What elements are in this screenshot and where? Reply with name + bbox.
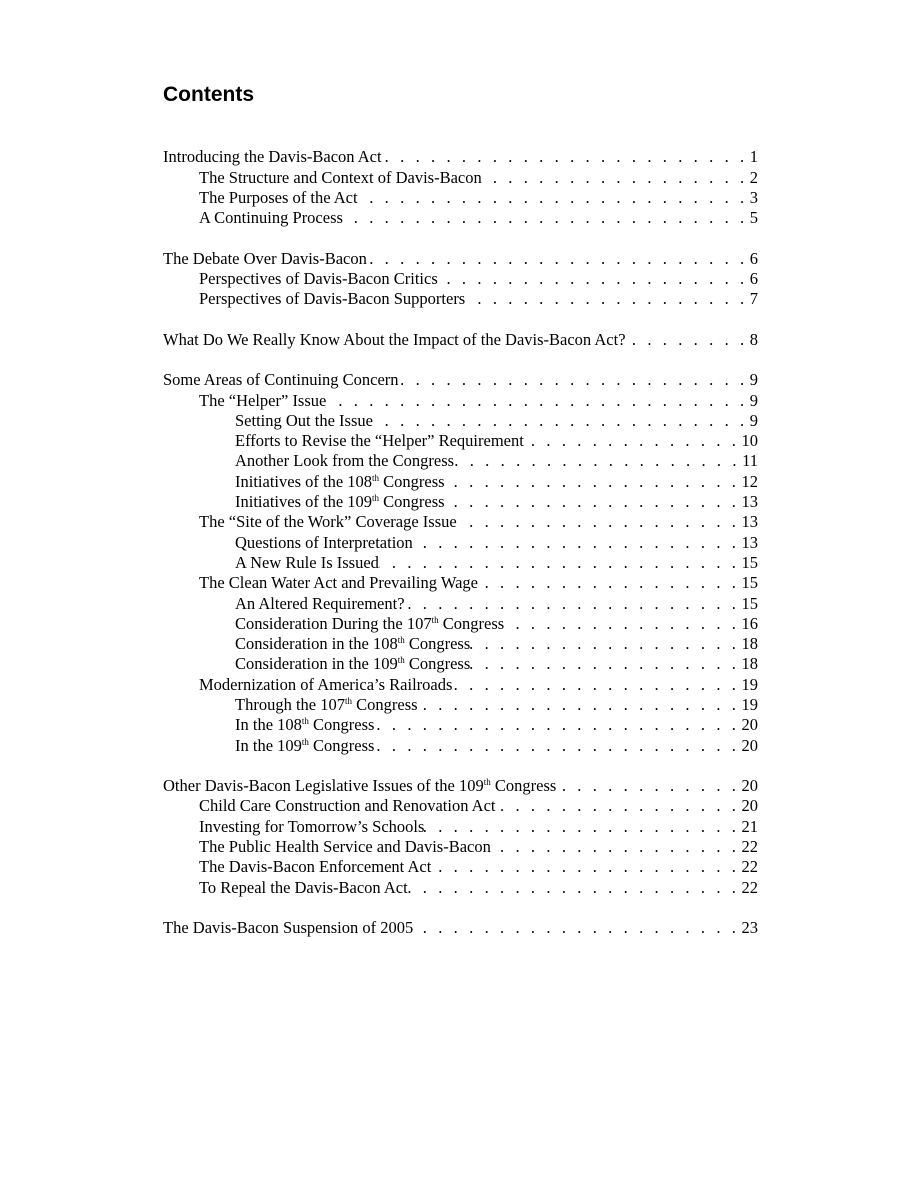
toc-entry-title bbox=[235, 451, 454, 471]
dot-leader bbox=[454, 451, 742, 471]
ordinal-superscript: th bbox=[431, 614, 439, 625]
toc-entry-title bbox=[235, 634, 470, 654]
ordinal-superscript: th bbox=[397, 635, 405, 646]
dot-leader bbox=[405, 594, 742, 614]
toc-page-number: 21 bbox=[741, 816, 758, 836]
toc-entry[interactable] bbox=[163, 390, 758, 410]
toc-entry-text: Consideration in the 108 bbox=[235, 634, 398, 654]
ordinal-superscript: th bbox=[301, 736, 309, 747]
toc-page-number: 9 bbox=[749, 370, 758, 390]
toc-entry-title bbox=[163, 370, 399, 390]
dot-leader bbox=[373, 411, 750, 431]
dot-leader bbox=[379, 553, 742, 573]
toc-entry-text: Initiatives of the 109 bbox=[235, 492, 373, 512]
toc-page-number: 19 bbox=[741, 694, 758, 714]
toc-entry-title bbox=[235, 411, 373, 431]
toc-entry[interactable] bbox=[163, 857, 758, 877]
toc-entry-text: A Continuing Process bbox=[199, 208, 343, 228]
dot-leader bbox=[374, 715, 741, 735]
toc-entry[interactable] bbox=[163, 593, 758, 613]
toc-page-number: 11 bbox=[742, 451, 758, 471]
toc-entry-title bbox=[199, 168, 482, 188]
toc-entry[interactable] bbox=[163, 492, 758, 512]
toc-entry-text: The “Helper” Issue bbox=[199, 390, 327, 410]
toc-page-number: 22 bbox=[741, 877, 758, 897]
toc-entry[interactable] bbox=[163, 269, 758, 289]
toc-entry-text: The Structure and Context of Davis-Bacon bbox=[199, 167, 482, 187]
dot-leader bbox=[431, 857, 741, 877]
toc-page-number: 6 bbox=[749, 248, 758, 268]
toc-entry-text: Congress bbox=[379, 492, 445, 512]
toc-entry[interactable] bbox=[163, 248, 758, 268]
toc-page-number: 16 bbox=[741, 613, 758, 633]
toc-entry[interactable] bbox=[163, 715, 758, 735]
toc-page-number: 22 bbox=[741, 857, 758, 877]
dot-leader bbox=[413, 533, 742, 553]
toc-entry[interactable] bbox=[163, 411, 758, 431]
dot-leader bbox=[358, 188, 750, 208]
dot-leader bbox=[452, 675, 741, 695]
toc-entry[interactable] bbox=[163, 776, 758, 796]
toc-entry[interactable] bbox=[163, 289, 758, 309]
toc-entry-text: The Debate Over Davis-Bacon bbox=[163, 248, 367, 268]
toc-entry-title bbox=[199, 878, 408, 898]
toc-entry[interactable] bbox=[163, 816, 758, 836]
toc-page-number: 13 bbox=[741, 492, 758, 512]
dot-leader bbox=[424, 817, 741, 837]
ordinal-superscript: th bbox=[397, 655, 405, 666]
toc-entry-title bbox=[199, 857, 431, 877]
dot-leader bbox=[556, 776, 741, 796]
toc-entry-text: Consideration in the 109 bbox=[235, 654, 398, 674]
toc-page-number: 8 bbox=[749, 329, 758, 349]
dot-leader bbox=[367, 249, 750, 269]
toc-entry-title bbox=[235, 553, 379, 573]
ordinal-superscript: th bbox=[372, 493, 380, 504]
toc-entry-text: Introducing the Davis-Bacon Act bbox=[163, 147, 382, 167]
dot-leader bbox=[482, 168, 750, 188]
dot-leader bbox=[504, 614, 741, 634]
toc-entry[interactable] bbox=[163, 370, 758, 390]
toc-entry-title bbox=[199, 817, 424, 837]
toc-page-number: 12 bbox=[741, 471, 758, 491]
dot-leader bbox=[445, 472, 742, 492]
table-of-contents bbox=[163, 147, 758, 938]
toc-entry[interactable] bbox=[163, 188, 758, 208]
toc-entry[interactable] bbox=[163, 735, 758, 755]
toc-entry[interactable] bbox=[163, 634, 758, 654]
toc-entry-text: Investing for Tomorrow’s Schools bbox=[199, 816, 425, 836]
toc-entry-text: Consideration During the 107 bbox=[235, 613, 432, 633]
toc-entry-title bbox=[199, 289, 465, 309]
dot-leader bbox=[470, 634, 741, 654]
toc-entry-title bbox=[163, 330, 626, 350]
dot-leader bbox=[491, 837, 742, 857]
toc-entry-title bbox=[199, 675, 452, 695]
toc-page-number: 15 bbox=[741, 552, 758, 572]
toc-page-number: 20 bbox=[741, 796, 758, 816]
toc-entry-text: Congress bbox=[308, 715, 375, 735]
toc-entry-text: Questions of Interpretation bbox=[235, 532, 413, 552]
toc-entry-title bbox=[199, 269, 438, 289]
toc-entry-text: The Purposes of the Act bbox=[199, 187, 358, 207]
toc-entry-title bbox=[199, 796, 496, 816]
dot-leader bbox=[413, 918, 741, 938]
toc-entry-text: Congress bbox=[404, 654, 471, 674]
dot-leader bbox=[445, 492, 742, 512]
toc-entry-text: Congress bbox=[438, 613, 505, 633]
dot-leader bbox=[478, 573, 742, 593]
toc-entry[interactable] bbox=[163, 512, 758, 532]
toc-entry-text: Initiatives of the 108 bbox=[235, 471, 373, 491]
toc-entry[interactable] bbox=[163, 837, 758, 857]
toc-page-number: 22 bbox=[741, 836, 758, 856]
toc-entry-text: Other Davis-Bacon Legislative Issues of the 109 bbox=[163, 776, 484, 796]
toc-page-number: 9 bbox=[749, 390, 758, 410]
toc-entry-title bbox=[235, 654, 470, 674]
toc-page-number: 15 bbox=[741, 593, 758, 613]
toc-entry[interactable] bbox=[163, 654, 758, 674]
toc-entry-title bbox=[235, 594, 405, 614]
toc-entry-title bbox=[199, 512, 457, 532]
toc-entry-text: Congress bbox=[404, 634, 471, 654]
toc-entry-title bbox=[235, 736, 374, 756]
toc-entry[interactable] bbox=[163, 329, 758, 349]
toc-entry-text: Efforts to Revise the “Helper” Requirement bbox=[235, 431, 524, 451]
dot-leader bbox=[524, 431, 742, 451]
toc-entry-title bbox=[163, 249, 367, 269]
toc-entry-text: The “Site of the Work” Coverage Issue bbox=[199, 512, 457, 532]
toc-page-number: 6 bbox=[749, 268, 758, 288]
toc-entry-text: Through the 107 bbox=[235, 694, 345, 714]
dot-leader bbox=[374, 736, 741, 756]
toc-entry[interactable] bbox=[163, 451, 758, 471]
toc-entry-text: In the 109 bbox=[235, 735, 302, 755]
dot-leader bbox=[457, 512, 742, 532]
toc-entry-title bbox=[235, 533, 413, 553]
toc-entry[interactable] bbox=[163, 553, 758, 573]
toc-entry-title bbox=[199, 208, 343, 228]
toc-page-number: 15 bbox=[741, 573, 758, 593]
toc-page-number: 1 bbox=[749, 147, 758, 167]
toc-entry-text: Perspectives of Davis-Bacon Critics bbox=[199, 268, 438, 288]
toc-entry[interactable] bbox=[163, 167, 758, 187]
toc-entry[interactable] bbox=[163, 877, 758, 897]
toc-entry-text: The Public Health Service and Davis-Bacon bbox=[199, 836, 491, 856]
dot-leader bbox=[408, 878, 742, 898]
toc-entry[interactable] bbox=[163, 147, 758, 167]
dot-leader bbox=[496, 796, 742, 816]
toc-entry-text: Some Areas of Continuing Concern bbox=[163, 370, 399, 390]
toc-entry-text: Child Care Construction and Renovation Act bbox=[199, 796, 496, 816]
toc-page-number: 7 bbox=[749, 289, 758, 309]
toc-entry-text: Congress bbox=[490, 776, 557, 796]
dot-leader bbox=[465, 289, 750, 309]
toc-entry-text: A New Rule Is Issued bbox=[235, 552, 379, 572]
toc-entry-title bbox=[235, 695, 418, 715]
ordinal-superscript: th bbox=[372, 472, 380, 483]
toc-page-number: 18 bbox=[741, 654, 758, 674]
toc-entry-text: In the 108 bbox=[235, 715, 302, 735]
toc-page-number: 2 bbox=[749, 167, 758, 187]
toc-entry[interactable] bbox=[163, 614, 758, 634]
toc-entry-title bbox=[235, 472, 445, 492]
ordinal-superscript: th bbox=[301, 716, 309, 727]
toc-entry[interactable] bbox=[163, 918, 758, 938]
toc-entry-text: Setting Out the Issue bbox=[235, 410, 373, 430]
toc-entry-title bbox=[199, 188, 358, 208]
toc-entry-text: Modernization of America’s Railroads bbox=[199, 674, 453, 694]
toc-entry-text: The Davis-Bacon Enforcement Act bbox=[199, 857, 432, 877]
dot-leader bbox=[470, 654, 741, 674]
toc-entry[interactable] bbox=[163, 532, 758, 552]
ordinal-superscript: th bbox=[344, 695, 352, 706]
toc-entry-title bbox=[199, 573, 478, 593]
toc-entry-title bbox=[235, 431, 524, 451]
toc-page-number: 13 bbox=[741, 512, 758, 532]
toc-entry-text: Congress bbox=[308, 735, 375, 755]
dot-leader bbox=[343, 208, 750, 228]
toc-entry-text: To Repeal the Davis-Bacon Act bbox=[199, 877, 408, 897]
toc-page-number: 20 bbox=[741, 715, 758, 735]
toc-entry-text: Congress bbox=[352, 694, 418, 714]
toc-entry[interactable] bbox=[163, 208, 758, 228]
toc-entry[interactable] bbox=[163, 573, 758, 593]
toc-entry-text: The Clean Water Act and Prevailing Wage bbox=[199, 573, 478, 593]
dot-leader bbox=[382, 147, 750, 167]
toc-page-number: 18 bbox=[741, 634, 758, 654]
dot-leader bbox=[418, 695, 742, 715]
toc-entry-title bbox=[163, 776, 556, 796]
toc-entry-text: The Davis-Bacon Suspension of 2005 bbox=[163, 918, 414, 938]
toc-entry-title bbox=[235, 492, 445, 512]
toc-entry[interactable] bbox=[163, 471, 758, 491]
toc-page-number: 20 bbox=[741, 735, 758, 755]
toc-entry[interactable] bbox=[163, 695, 758, 715]
toc-entry-title bbox=[235, 614, 504, 634]
toc-page-number: 20 bbox=[741, 776, 758, 796]
toc-page-number: 3 bbox=[749, 187, 758, 207]
toc-entry-text: What Do We Really Know About the Impact of the Davis-Bacon Act? bbox=[163, 329, 626, 349]
toc-entry[interactable] bbox=[163, 674, 758, 694]
dot-leader bbox=[326, 391, 749, 411]
ordinal-superscript: th bbox=[483, 777, 491, 788]
toc-page-number: 9 bbox=[749, 410, 758, 430]
toc-entry-title bbox=[199, 391, 326, 411]
toc-entry-text: Perspectives of Davis-Bacon Supporters bbox=[199, 289, 466, 309]
toc-page-number: 5 bbox=[749, 208, 758, 228]
toc-entry-text: Another Look from the Congress bbox=[235, 451, 455, 471]
toc-entry-title bbox=[163, 918, 413, 938]
toc-entry[interactable] bbox=[163, 431, 758, 451]
toc-entry-title bbox=[235, 715, 374, 735]
toc-page-number: 10 bbox=[741, 431, 758, 451]
toc-entry-title bbox=[199, 837, 491, 857]
toc-page-number: 19 bbox=[741, 674, 758, 694]
toc-entry[interactable] bbox=[163, 796, 758, 816]
dot-leader bbox=[399, 370, 750, 390]
toc-page-number: 13 bbox=[741, 532, 758, 552]
dot-leader bbox=[438, 269, 750, 289]
toc-entry-text: Congress bbox=[379, 471, 445, 491]
toc-entry-text: An Altered Requirement? bbox=[235, 593, 405, 613]
page-title: Contents bbox=[163, 83, 254, 106]
toc-page-number: 23 bbox=[741, 918, 758, 938]
dot-leader bbox=[626, 330, 750, 350]
toc-entry-title bbox=[163, 147, 382, 167]
